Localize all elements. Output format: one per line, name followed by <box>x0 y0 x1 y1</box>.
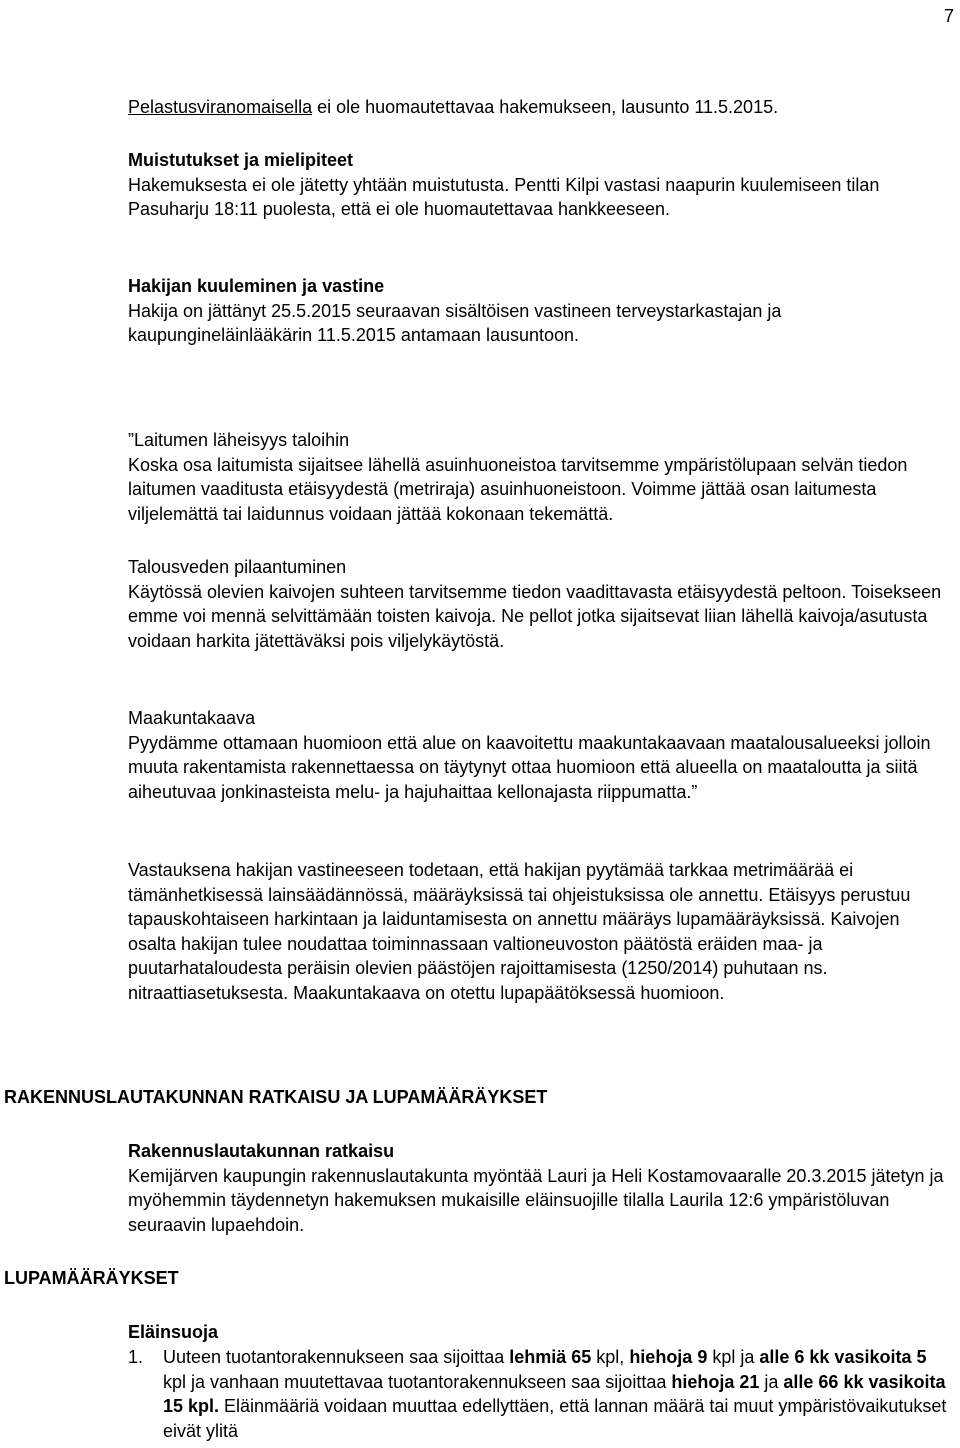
section-heading: Muistutukset ja mielipiteet <box>128 150 354 170</box>
page-number: 7 <box>944 6 955 26</box>
quote-heading: Talousveden pilaantuminen <box>128 557 347 577</box>
list-number: 1. <box>128 1347 144 1367</box>
quote-laitumen <box>128 428 948 526</box>
paragraph-text: Kemijärven kaupungin rakennuslautakunta myöntää Lauri ja Heli Kostamovaaralle 20.3.2015 jätetyn ja myöhemmin täydennetyn hakemuksen mukaisille eläinsuojille tilalla Laurila 12:6 ympäristöluvan seuraavin lupaehdoin. <box>128 1165 944 1235</box>
text-run: ja <box>759 1371 784 1392</box>
text-run: Eläinmääriä voidaan muuttaa edellyttäen, että lannan määrä tai muut ympäristövaikutukset eivät ylitä <box>163 1396 947 1441</box>
paragraph-text: Koska osa laitumista sijaitsee lähellä asuinhuoneistoa tarvitsemme ympäristölupaan selvän tiedon laitumen vaaditusta etäisyydestä (metriraja) asuinhuoneistoon. Voimme jättää osan laitumesta viljelemättä tai laidunnus voidaan jättää kokonaan tekemättä. <box>128 454 908 524</box>
quote-maakuntakaava <box>128 706 948 804</box>
section-heading: Rakennuslautakunnan ratkaisu <box>128 1141 395 1161</box>
bold-run: alle 6 kk vasikoita 5 <box>759 1347 927 1367</box>
paragraph-text: ei ole huomautettavaa hakemukseen, lausunto 11.5.2015. <box>312 97 779 117</box>
text-run: kpl ja vanhaan muutettavaa tuotantorakennukseen saa sijoittaa <box>163 1371 672 1392</box>
paragraph-text: Vastauksena hakijan vastineeseen todetaan, että hakijan pyytämää tarkkaa metrimäärää ei tämänhetkisessä lainsäädännössä, määräyksissä tai ohjeistuksissa ole annettu. Etäisyys perustuu tapauskohtaiseen harkintaan ja laiduntamisesta on annettu määräys lupamääräyksissä. Kaivojen osalta hakijan tulee noudattaa toiminnassaan valtioneuvoston päätöstä eräiden maa- ja puutarhataloudesta peräisin olevien päästöjen rajoittamisesta (1250/2014) puhutaan ns. nitraattiasetuksesta. Maakuntakaava on otettu lupapäätöksessä huomioon. <box>128 860 911 1003</box>
lupamaaraykset-heading: LUPAMÄÄRÄYKSET <box>4 1268 179 1288</box>
text-run: kpl, <box>591 1347 630 1367</box>
quote-talousveden <box>128 555 948 653</box>
bold-run: hiehoja 21 <box>671 1371 760 1392</box>
bold-run: hiehoja 9 <box>629 1347 708 1367</box>
quote-heading: Maakuntakaava <box>128 708 256 728</box>
paragraph-text: Käytössä olevien kaivojen suhteen tarvitsemme tiedon vaadittavasta etäisyydestä peltoon. Toisekseen emme voi mennä selvittämään toisten kaivoja. Ne pellot jotka sijaitsevat liian lähellä kaivoja/asutusta voidaan harkita jätettäväksi pois viljelykäytöstä. <box>128 581 942 651</box>
paragraph-text: Pyydämme ottamaan huomioon että alue on kaavoitettu maakuntakaavaan maatalousalueeksi jolloin muuta rakentamista rakennettaessa on täytynyt ottaa huomioon että alueella on maataloutta ja siitä aiheutuvaa jonkinasteista melu- ja hajuhaittaa kellonajasta riippumatta.” <box>128 732 931 802</box>
section-ratkaisu <box>128 1139 948 1237</box>
section-kuuleminen <box>128 274 948 348</box>
text-run: kpl ja <box>707 1347 760 1367</box>
bold-run: alle 66 kk vasikoita 15 kpl. <box>163 1371 946 1417</box>
section-muistutukset <box>128 148 948 222</box>
quote-heading: ”Laitumen läheisyys taloihin <box>128 430 350 450</box>
list-item <box>128 1345 948 1443</box>
bold-run: lehmiä 65 <box>509 1347 592 1367</box>
paragraph-vastauksena <box>128 858 948 1006</box>
paragraph-text: Hakemuksesta ei ole jätetty yhtään muistutusta. Pentti Kilpi vastasi naapurin kuulemiseen tilan Pasuharju 18:11 puolesta, että ei ole huomautettavaa hankkeeseen. <box>128 174 880 220</box>
ratkaisu-heading: RAKENNUSLAUTAKUNNAN RATKAISU JA LUPAMÄÄRÄYKSET <box>4 1087 548 1107</box>
paragraph-pelastus <box>128 95 948 120</box>
underlined-term: Pelastusviranomaisella <box>128 97 313 117</box>
paragraph-text: Hakija on jättänyt 25.5.2015 seuraavan sisältöisen vastineen terveystarkastajan ja kaupungineläinlääkärin 11.5.2015 antamaan lausuntoon. <box>128 300 782 346</box>
text-run: Uuteen tuotantorakennukseen saa sijoittaa <box>163 1347 510 1367</box>
section-heading: Hakijan kuuleminen ja vastine <box>128 276 385 296</box>
list-item-text <box>163 1345 948 1443</box>
section-heading: Eläinsuoja <box>128 1322 219 1342</box>
section-elainsuoja <box>128 1320 948 1345</box>
